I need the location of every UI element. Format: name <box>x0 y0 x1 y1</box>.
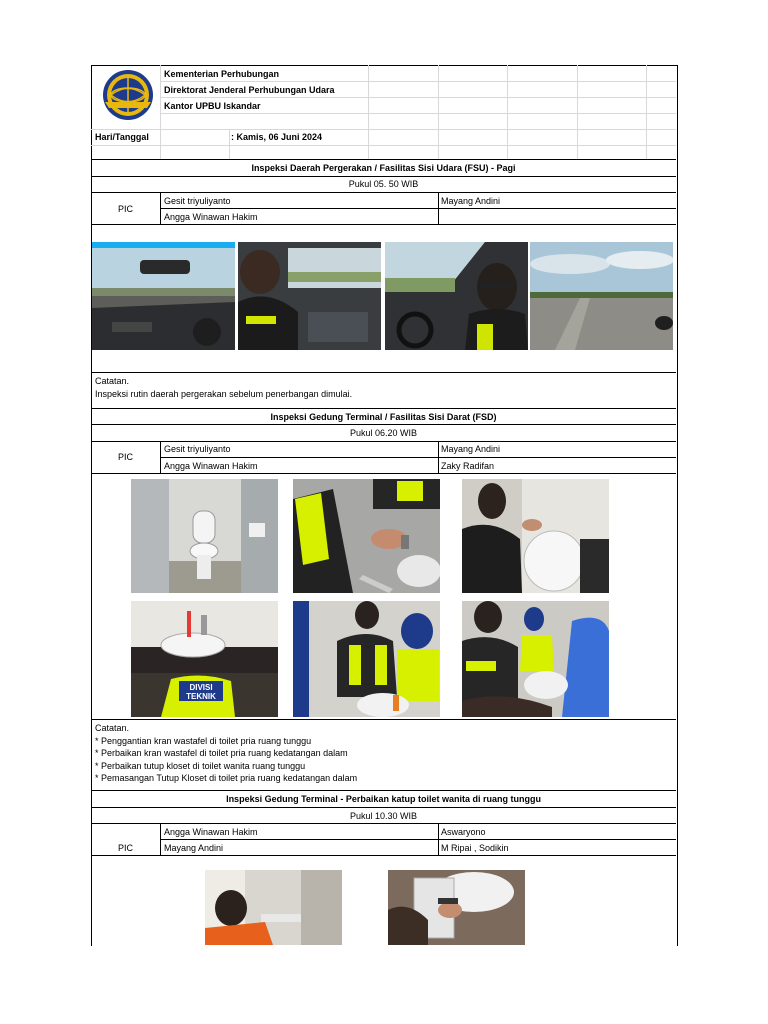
section2-title: Inspeksi Gedung Terminal / Fasilitas Sisi Darat (FSD) <box>270 412 497 422</box>
org-line-1: Kementerian Perhubungan <box>164 69 280 79</box>
section2-note-3: * Perbaikan tutup kloset di toilet wanita ruang tunggu <box>95 761 306 771</box>
section3-pic-3: Aswaryono <box>441 827 486 837</box>
section2-note-1: * Penggantian kran wastafel di toilet pria ruang tunggu <box>95 736 312 746</box>
section3-time: Pukul 10.30 WIB <box>349 811 418 821</box>
vest-text-1: DIVISI <box>189 683 213 692</box>
section3-pic-4: M Ripai , Sodikin <box>441 843 509 853</box>
section2-pic-4: Zaky Radifan <box>441 461 495 471</box>
photo-runway-view <box>530 242 673 350</box>
org-line-2: Direktorat Jenderal Perhubungan Udara <box>164 85 335 95</box>
photo-team-sink <box>293 601 440 717</box>
section2-pic-2: Angga Winawan Hakim <box>164 461 258 471</box>
photo-officer-in-car <box>385 242 528 350</box>
section1-pic-label: PIC <box>117 204 133 214</box>
section2-pic-label: PIC <box>117 452 133 462</box>
photo-toilet-valve-repair <box>388 870 525 945</box>
section2-note-4: * Pemasangan Tutup Kloset di toilet pria ruang kedatangan dalam <box>95 773 358 783</box>
section3-pic-2: Mayang Andini <box>164 843 224 853</box>
section1-pic-3: Mayang Andini <box>441 196 501 206</box>
vest-text-2: TEKNIK <box>186 692 216 701</box>
photo-sink-repair <box>131 601 278 717</box>
section1-pic-1: Gesit triyuliyanto <box>164 196 231 206</box>
photo-toilet-stall <box>131 479 278 593</box>
date-label: Hari/Tanggal <box>95 132 149 142</box>
photo-officer-driving <box>238 242 381 350</box>
section1-pic-2: Angga Winawan Hakim <box>164 212 258 222</box>
section3-title: Inspeksi Gedung Terminal - Perbaikan katup toilet wanita di ruang tunggu <box>226 794 541 804</box>
photo-team-inspecting <box>462 601 609 717</box>
photo-car-windshield-runway <box>92 242 235 350</box>
section1-time: Pukul 05. 50 WIB <box>348 179 419 189</box>
org-line-3: Kantor UPBU Iskandar <box>164 101 261 111</box>
section2-pic-3: Mayang Andini <box>441 444 501 454</box>
photo-worker-toilet-valve <box>205 870 342 945</box>
section1-title: Inspeksi Daerah Pergerakan / Fasilitas Sisi Udara (FSU) - Pagi <box>251 163 516 173</box>
section1-note-label: Catatan. <box>95 376 130 386</box>
section2-note-label: Catatan. <box>95 723 130 733</box>
section3-pic-label: PIC <box>117 843 133 853</box>
photo-officer-toilet-seat <box>462 479 609 593</box>
section2-note-2: * Perbaikan kran wastafel di toilet pria ruang kedatangan dalam <box>95 748 348 758</box>
section3-pic-1: Angga Winawan Hakim <box>164 827 258 837</box>
section2-time: Pukul 06.20 WIB <box>349 428 418 438</box>
date-value: : Kamis, 06 Juni 2024 <box>231 132 323 142</box>
section1-note-1: Inspeksi rutin daerah pergerakan sebelum penerbangan dimulai. <box>95 389 353 399</box>
photo-officers-inspect-pipe <box>293 479 440 593</box>
section2-pic-1: Gesit triyuliyanto <box>164 444 231 454</box>
